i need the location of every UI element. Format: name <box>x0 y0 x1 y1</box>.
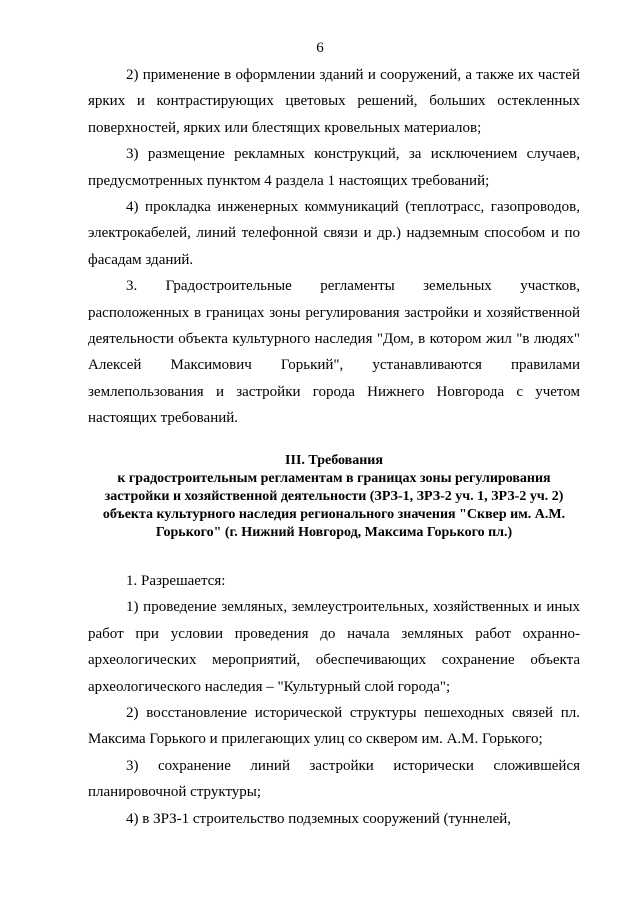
section-heading <box>88 452 580 542</box>
paragraph: 4) в ЗРЗ-1 строительство подземных сооружений (туннелей, <box>126 810 512 827</box>
paragraph: 2) применение в оформлении зданий и сооружений, а также их частей ярких и контрастирующих цветовых решений, больших остекленных поверхностей, ярких или блестящих кровельных материалов; <box>88 67 580 136</box>
paragraph: 3) размещение рекламных конструкций, за исключением случаев, предусмотренных пунктом 4 раздела 1 настоящих требований; <box>88 146 580 189</box>
paragraph: 4) прокладка инженерных коммуникаций (теплотрасс, газопроводов, электрокабелей, линий телефонной связи и др.) надземным способом и по фасадам зданий. <box>88 199 580 268</box>
paragraph: 2) восстановление исторической структуры пешеходных связей пл. Максима Горького и прилегающих улиц со сквером им. А.М. Горького; <box>88 705 580 748</box>
page-number: 6 <box>316 40 324 56</box>
paragraph: 1) проведение земляных, землеустроительных, хозяйственных и иных работ при условии проведения до начала земляных работ охранно-археологических мероприятий, обеспечивающих сохранение объекта археологического наследия – "Культурный слой города"; <box>88 599 580 695</box>
section-a <box>88 62 580 432</box>
paragraph: 1. Разрешается: <box>126 573 226 589</box>
heading-subtitle: к градостроительным регламентам в границах зоны регулирования застройки и хозяйственной деятельности (ЗРЗ-1, ЗРЗ-2 уч. 1, ЗРЗ-2 уч. 2) объекта культурного наследия регионального значения "Сквер им. А.М. Горького" (г. Нижний Новгород, Максима Горького пл.) <box>102 471 566 540</box>
paragraph: 3. Градостроительные регламенты земельных участков, расположенных в границах зоны регулирования застройки и хозяйственной деятельности объекта культурного наследия "Дом, в котором жил "в людях" Алексей Максимович Горький", устанавливаются правилами землепользования и застройки города Нижнего Новгорода с учетом настоящих требований. <box>88 278 580 427</box>
section-b <box>88 568 580 832</box>
paragraph: 3) сохранение линий застройки исторически сложившейся планировочной структуры; <box>88 757 580 801</box>
heading-title: III. Требования <box>285 453 383 468</box>
